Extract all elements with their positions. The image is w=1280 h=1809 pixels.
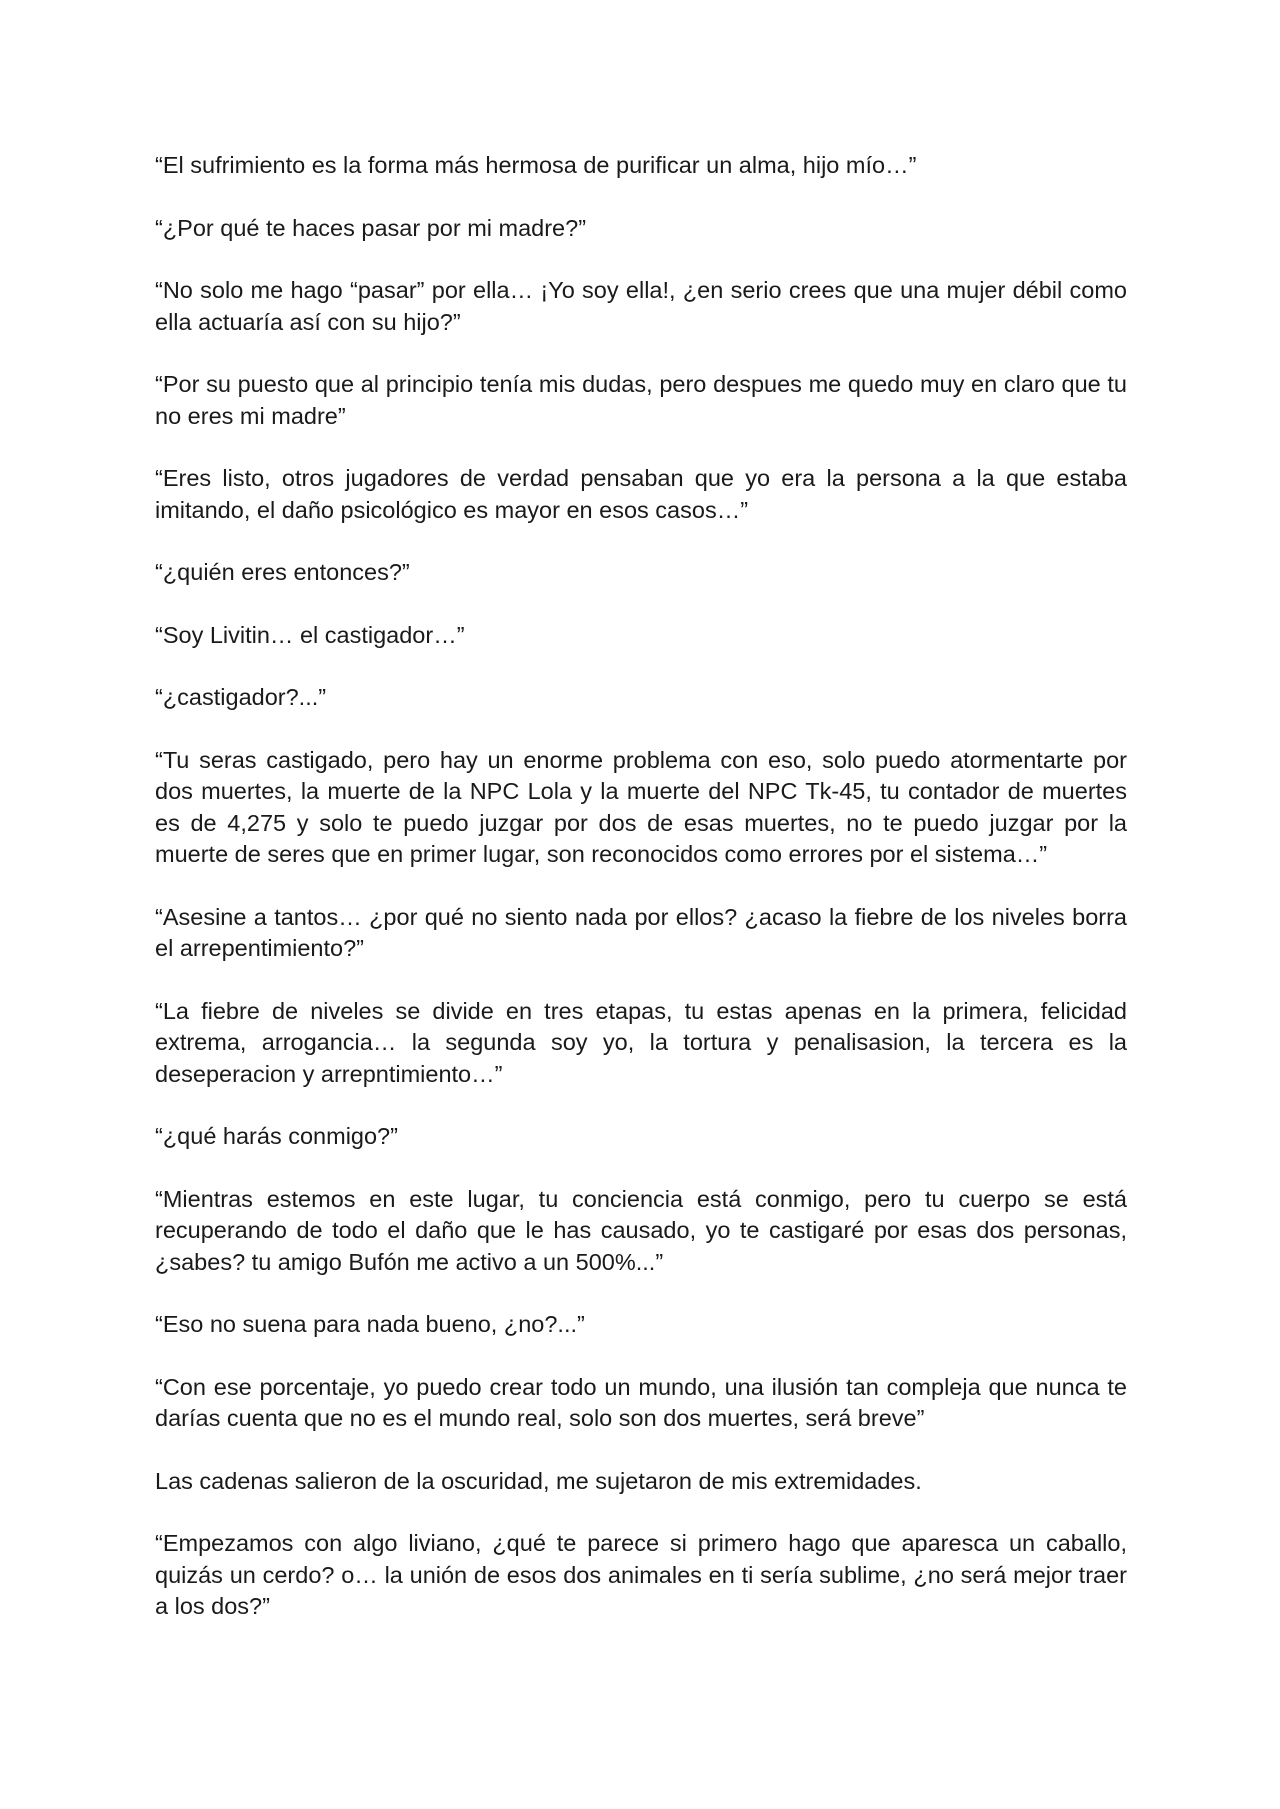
paragraph: “Asesine a tantos… ¿por qué no siento nada por ellos? ¿acaso la fiebre de los niveles borra el arrepentimiento?”	[155, 903, 1127, 961]
paragraph: “Soy Livitin… el castigador…”	[155, 621, 465, 648]
paragraph: “El sufrimiento es la forma más hermosa de purificar un alma, hijo mío…”	[155, 152, 917, 178]
paragraph: “Mientras estemos en este lugar, tu conciencia está conmigo, pero tu cuerpo se está recuperando de todo el daño que le has causado, yo te castigaré por esas dos personas, ¿sabes? tu amigo Bufón me activo a un 500%...”	[155, 1185, 1127, 1275]
paragraph: “Eso no suena para nada bueno, ¿no?...”	[155, 1311, 585, 1337]
paragraph: “La fiebre de niveles se divide en tres etapas, tu estas apenas en la primera, felicidad extrema, arrogancia… la segunda soy yo, la tortura y penalisasion, la tercera es la deseperacion y arrepntimiento…”	[155, 997, 1127, 1087]
paragraph: “Tu seras castigado, pero hay un enorme problema con eso, solo puedo atormentarte por dos muertes, la muerte de la NPC Lola y la muerte del NPC Tk-45, tu contador de muertes es de 4,275 y solo te puedo juzgar por dos de esas muertes, no te puedo juzgar por la muerte de seres que en primer lugar, son reconocidos como errores por el sistema…”	[155, 746, 1127, 867]
paragraph: “Por su puesto que al principio tenía mis dudas, pero despues me quedo muy en claro que tu no eres mi madre”	[155, 371, 1127, 429]
paragraph: “¿Por qué te haces pasar por mi madre?”	[155, 214, 587, 241]
paragraph: “Con ese porcentaje, yo puedo crear todo un mundo, una ilusión tan compleja que nunca te darías cuenta que no es el mundo real, solo son dos muertes, será breve”	[155, 1373, 1127, 1431]
paragraph: “¿quién eres entonces?”	[155, 559, 410, 585]
document-body	[155, 150, 1127, 1654]
paragraph: “Eres listo, otros jugadores de verdad pensaban que yo era la persona a la que estaba imitando, el daño psicológico es mayor en esos casos…”	[155, 465, 1127, 523]
paragraph: “Empezamos con algo liviano, ¿qué te parece si primero hago que aparesca un caballo, quizás un cerdo? o… la unión de esos dos animales en ti sería sublime, ¿no será mejor traer a los dos?”	[155, 1530, 1127, 1619]
paragraph: “¿qué harás conmigo?”	[155, 1123, 398, 1149]
paragraph: “No solo me hago “pasar” por ella… ¡Yo soy ella!, ¿en serio crees que una mujer débil como ella actuaría así con su hijo?”	[155, 277, 1127, 335]
paragraph: “¿castigador?...”	[155, 684, 327, 710]
paragraph: Las cadenas salieron de la oscuridad, me sujetaron de mis extremidades.	[155, 1467, 922, 1494]
